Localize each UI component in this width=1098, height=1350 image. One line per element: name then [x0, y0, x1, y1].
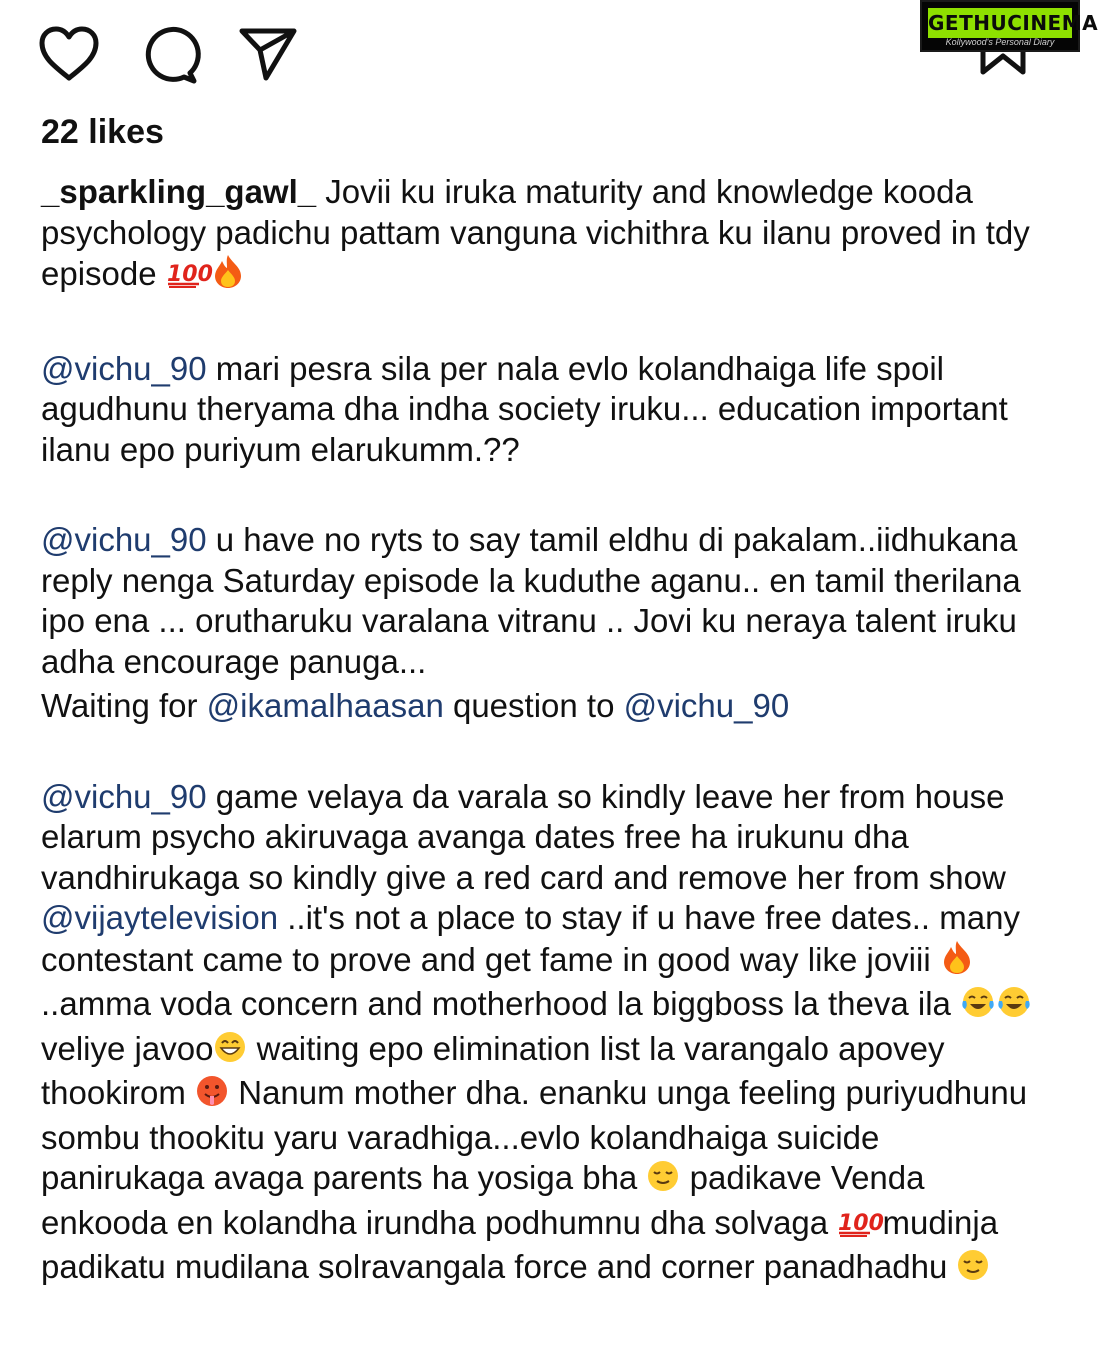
comment-icon[interactable]: [140, 26, 198, 84]
mention-link[interactable]: @vichu_90: [41, 777, 207, 815]
fire-emoji: [940, 939, 974, 985]
caption-paragraph: [41, 172, 1046, 299]
caption-text: waiting epo elimination list la varangalo apovey thookirom: [41, 1029, 945, 1111]
hot-face-emoji: [195, 1074, 229, 1118]
post-caption: [41, 172, 1046, 1342]
relieved-emoji: [956, 1248, 990, 1292]
caption-text: u have no ryts to say tamil eldhu di pakalam..iidhukana reply nenga Saturday episode la kuduthe aganu.. en tamil therilana ipo ena ... orutharuku varalana vitranu .. Jovi ku neraya talent iruku adha encourage panuga...: [41, 521, 1021, 680]
mention-link[interactable]: @vichu_90: [41, 521, 207, 558]
caption-text: game velaya da varala so kindly leave her from house elarum psycho akiruvaga avanga dates free ha irukunu dha vandhirukaga so kindly give a red card and remove her from show: [41, 777, 1006, 896]
caption-text: mudinja padikatu mudilana solravangala force and corner panadhadhu: [41, 1203, 999, 1285]
caption-paragraph: [41, 520, 1046, 682]
caption-text: padikave Venda enkooda en kolandha irundha podhumnu dha solvaga: [41, 1159, 925, 1241]
caption-text: Waiting for: [41, 687, 207, 724]
svg-text:100: 100: [838, 1210, 885, 1236]
caption-text: mari pesra sila per nala evlo kolandhaiga life spoil agudhunu theryama dha indha society iruku... education important ilanu epo puriyum elarukumm.??: [41, 349, 1008, 468]
caption-paragraph: [41, 686, 1046, 727]
tears-of-joy-emoji: [960, 985, 996, 1029]
caption-text: ..it's not a place to stay if u have free dates.. many contestant came to prove and get fame in good way like joviii: [41, 899, 1020, 978]
watermark-subtitle: Kollywood's Personal Diary: [945, 37, 1055, 47]
mention-link[interactable]: @vijaytelevision: [41, 899, 279, 936]
send-icon[interactable]: [238, 26, 298, 84]
mention-link[interactable]: @ikamalhaasan: [206, 687, 444, 724]
watermark-logo: [920, 0, 1098, 52]
caption-text: veliye javoo: [41, 1029, 214, 1067]
fire-emoji: [211, 253, 245, 299]
relieved-emoji: [646, 1159, 680, 1203]
caption-text: question to: [443, 687, 624, 724]
mention-link[interactable]: @vichu_90: [623, 687, 790, 724]
caption-text: Nanum mother dha. enanku unga feeling puriyudhunu sombu thookitu yaru varadhiga...evlo kolandhaiga suicide panirukaga avaga parents ha yosiga bha: [41, 1074, 1028, 1196]
hundred-points-emoji: [166, 255, 213, 299]
caption-paragraph: [41, 349, 1046, 471]
svg-text:100: 100: [166, 262, 213, 287]
caption-text: ..amma voda concern and motherhood la biggboss la theva ila: [41, 985, 961, 1022]
mention-link[interactable]: @vichu_90: [41, 349, 207, 387]
hundred-points-emoji: [837, 1204, 885, 1248]
heart-icon[interactable]: [38, 26, 100, 84]
tears-of-joy-emoji: [996, 985, 1032, 1029]
watermark-title: GETHUCINEMA: [928, 8, 1072, 38]
caption-paragraph: [41, 777, 1046, 1292]
post-action-bar: [38, 26, 298, 84]
caption-text: Jovii ku iruka maturity and knowledge kooda psychology padichu pattam vanguna vichithra ku ilanu proved in tdy episode: [41, 173, 1030, 292]
author-username[interactable]: _sparkling_gawl_: [41, 173, 317, 210]
grinning-emoji: [213, 1030, 247, 1074]
likes-count[interactable]: 22 likes: [41, 113, 164, 151]
